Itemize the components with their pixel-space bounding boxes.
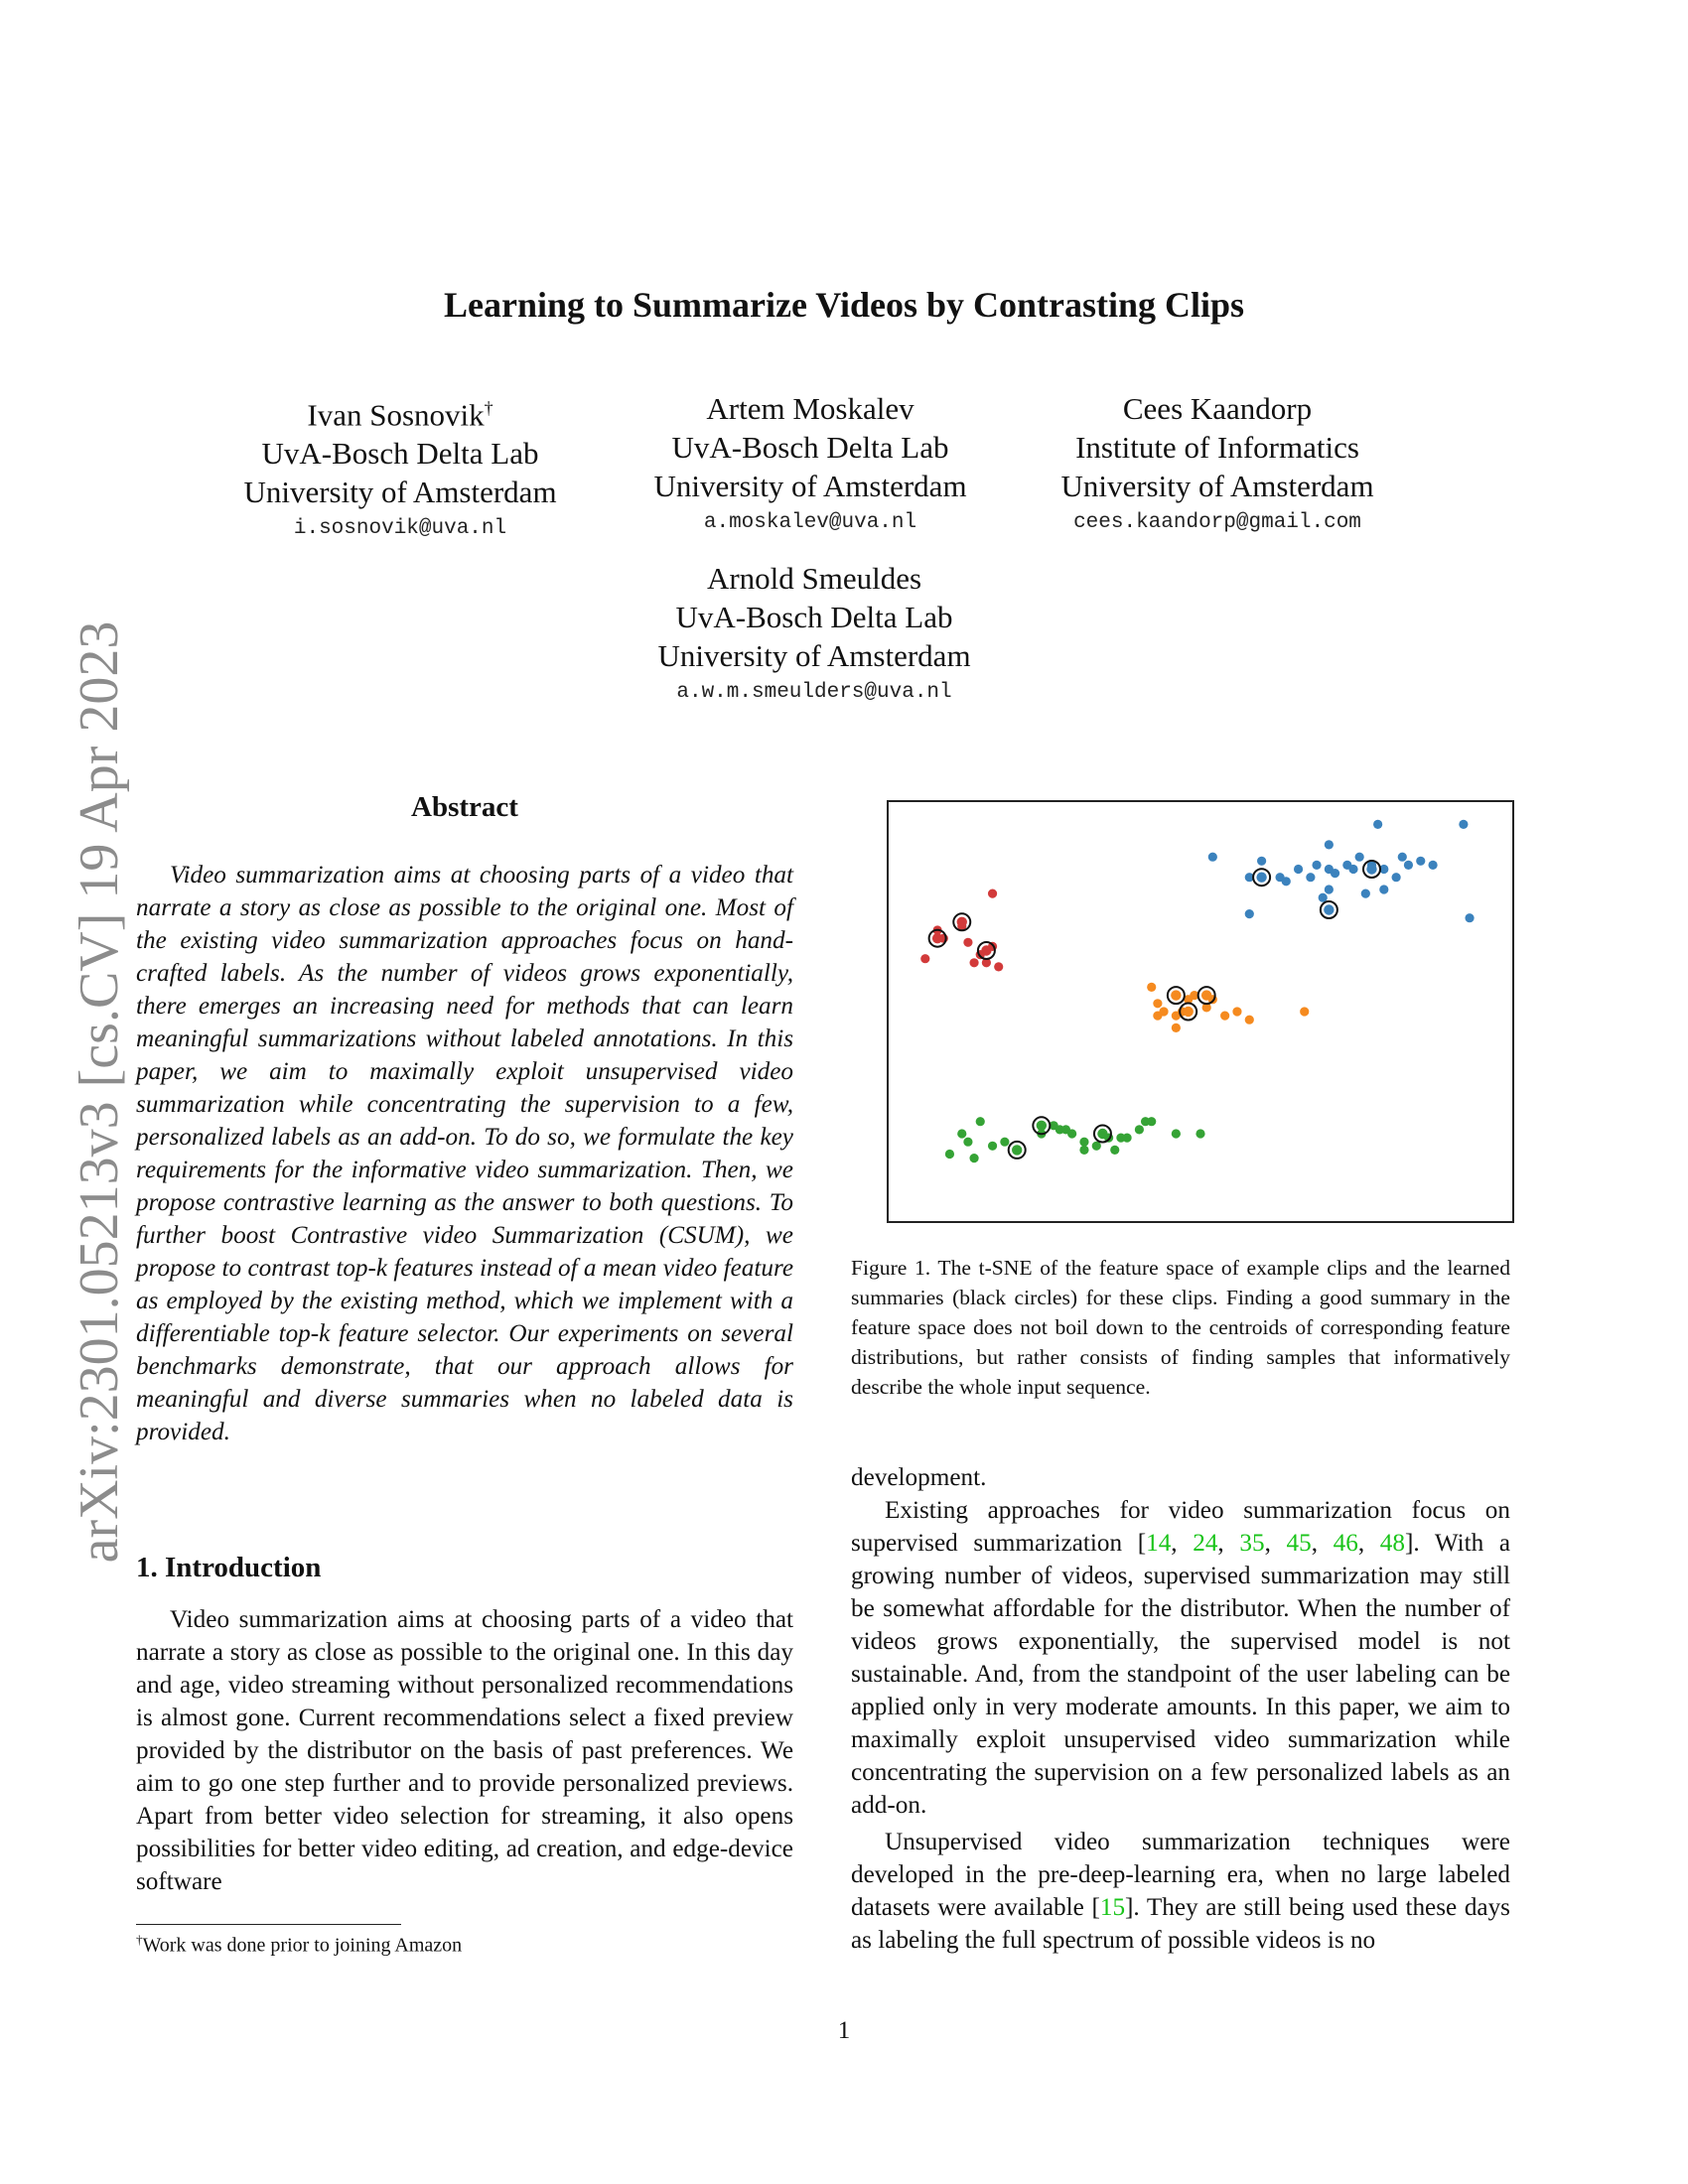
scatter-point-blue bbox=[1348, 865, 1357, 874]
scatter-point-blue bbox=[1392, 873, 1401, 882]
summary-point-green bbox=[1037, 1121, 1047, 1131]
footnote-text: Work was done prior to joining Amazon bbox=[142, 1934, 463, 1957]
scatter-point-blue bbox=[1459, 820, 1468, 829]
scatter-series-blue bbox=[1208, 820, 1475, 923]
summary-point-orange bbox=[1201, 990, 1211, 1000]
scatter-point-blue bbox=[1257, 857, 1266, 866]
scatter-point-orange bbox=[1232, 1007, 1241, 1016]
citation-link[interactable]: 15 bbox=[1099, 1894, 1126, 1921]
summary-point-blue bbox=[1324, 904, 1334, 914]
footnote-mark: † bbox=[136, 1932, 143, 1947]
author-email[interactable]: a.moskalev@uva.nl bbox=[703, 511, 917, 534]
scatter-point-green bbox=[1172, 1129, 1181, 1138]
scatter-point-blue bbox=[1355, 853, 1364, 862]
intro-paragraph: Video summarization aims at choosing parts of a video that narrate a story as close as possible to the original one. In this day and age, video streaming without personalized recommendations is almost gone. Current recommendations select a fixed preview provided by the distributor on the basis of past preferences. We aim to go one step further and to provide personalized previews. Apart from better video selection for streaming, it also opens possibilities for better video editing, ad creation, and edge-device software bbox=[136, 1606, 793, 1895]
scatter-point-green bbox=[957, 1129, 966, 1138]
text-run: Unsupervised video summarization techniques were developed in the pre-deep-learning era, when no large labeled datasets were available [ bbox=[851, 1829, 1510, 1921]
scatter-point-green bbox=[1122, 1134, 1131, 1143]
scatter-point-orange bbox=[1153, 999, 1162, 1008]
introduction-body bbox=[136, 1603, 793, 1898]
arxiv-identifier-stamp: arXiv:2301.05213v3 [cs.CV] 19 Apr 2023 bbox=[69, 620, 130, 1564]
scatter-point-blue bbox=[1294, 865, 1303, 874]
scatter-point-blue bbox=[1282, 877, 1291, 886]
scatter-point-green bbox=[963, 1138, 972, 1147]
citation-link[interactable]: 35 bbox=[1239, 1530, 1265, 1557]
scatter-point-blue bbox=[1319, 893, 1328, 902]
scatter-point-green bbox=[976, 1117, 985, 1126]
author-name: Arnold Smeuldes bbox=[706, 561, 922, 596]
citation-link[interactable]: 46 bbox=[1333, 1530, 1358, 1557]
paper-title: Learning to Summarize Videos by Contrasting Clips bbox=[443, 285, 1245, 325]
citation-link[interactable]: 14 bbox=[1146, 1530, 1172, 1557]
continued-text: development. bbox=[851, 1464, 987, 1491]
summary-point-blue bbox=[1366, 864, 1376, 874]
scatter-point-red bbox=[920, 954, 929, 963]
scatter-point-green bbox=[969, 1154, 978, 1162]
author-email[interactable]: cees.kaandorp@gmail.com bbox=[1073, 511, 1361, 534]
scatter-point-blue bbox=[1325, 840, 1334, 849]
scatter-point-blue bbox=[1325, 885, 1334, 893]
author-block-3 bbox=[1009, 389, 1426, 541]
scatter-point-orange bbox=[1245, 1016, 1254, 1024]
scatter-point-blue bbox=[1398, 853, 1407, 862]
paragraph-unsupervised bbox=[851, 1826, 1510, 1957]
scatter-point-green bbox=[1067, 1129, 1076, 1138]
summary-point-green bbox=[1097, 1129, 1107, 1139]
author-name: Cees Kaandorp bbox=[1122, 391, 1313, 426]
scatter-point-blue bbox=[1312, 861, 1321, 870]
scatter-point-green bbox=[1079, 1138, 1088, 1147]
summary-point-red bbox=[981, 945, 991, 955]
page-number: 1 bbox=[837, 2017, 851, 2044]
right-column-text bbox=[851, 1461, 1510, 1957]
tsne-scatter-svg bbox=[889, 802, 1512, 1221]
scatter-point-orange bbox=[1153, 1012, 1162, 1021]
footnote bbox=[136, 1932, 462, 1958]
citation-link[interactable]: 48 bbox=[1379, 1530, 1405, 1557]
scatter-point-green bbox=[1000, 1138, 1009, 1147]
author-name: Ivan Sosnovik bbox=[307, 397, 485, 433]
figure-1-tsne-plot bbox=[887, 800, 1514, 1223]
summary-point-blue bbox=[1256, 873, 1266, 883]
scatter-point-green bbox=[1196, 1129, 1204, 1138]
scatter-point-red bbox=[963, 938, 972, 947]
scatter-point-blue bbox=[1306, 873, 1315, 882]
author-university: University of Amsterdam bbox=[243, 475, 557, 510]
scatter-point-green bbox=[1079, 1146, 1088, 1155]
citation-link[interactable]: 24 bbox=[1193, 1530, 1218, 1557]
scatter-point-blue bbox=[1331, 869, 1339, 878]
scatter-point-blue bbox=[1428, 861, 1437, 870]
scatter-point-blue bbox=[1361, 889, 1370, 898]
scatter-point-orange bbox=[1172, 1024, 1181, 1032]
introduction-heading: 1. Introduction bbox=[136, 1552, 322, 1583]
scatter-point-green bbox=[945, 1150, 954, 1159]
footnote-rule bbox=[136, 1924, 401, 1925]
summary-point-orange bbox=[1183, 1007, 1193, 1017]
scatter-point-red bbox=[994, 962, 1003, 971]
author-email[interactable]: a.w.m.smeulders@uva.nl bbox=[676, 681, 952, 704]
summary-point-orange bbox=[1171, 990, 1181, 1000]
summary-point-red bbox=[932, 933, 942, 943]
scatter-point-blue bbox=[1404, 861, 1413, 870]
scatter-point-orange bbox=[1220, 1012, 1229, 1021]
author-affiliation: UvA-Bosch Delta Lab bbox=[671, 430, 949, 465]
author-affiliation: UvA-Bosch Delta Lab bbox=[675, 600, 953, 634]
author-university: University of Amsterdam bbox=[1060, 469, 1374, 503]
author-block-2 bbox=[602, 389, 1019, 541]
author-block-4 bbox=[606, 559, 1023, 711]
scatter-point-blue bbox=[1465, 913, 1474, 922]
text-run: ]. With a growing number of videos, supervised summarization may still be somewhat affordable for the distributor. When the number of videos grows exponentially, the supervised model is not sustainable. And, from the standpoint of the user labeling can be applied only in very moderate amounts. In this paper, we aim to maximally exploit unsupervised video summarization while concentrating the supervision on a few personalized labels as an add-on. bbox=[851, 1530, 1511, 1819]
scatter-point-green bbox=[1147, 1117, 1156, 1126]
scatter-point-green bbox=[988, 1142, 997, 1151]
text-run: ]. They are still being used these days as labeling the full spectrum of possible videos is no bbox=[851, 1894, 1510, 1954]
author-block-1 bbox=[192, 389, 609, 547]
scatter-point-orange bbox=[1147, 983, 1156, 992]
scatter-point-blue bbox=[1416, 857, 1425, 866]
scatter-series-green bbox=[945, 1117, 1205, 1162]
scatter-point-green bbox=[1110, 1146, 1119, 1155]
scatter-point-green bbox=[1092, 1142, 1101, 1151]
abstract-body bbox=[136, 859, 793, 1448]
scatter-point-blue bbox=[1379, 885, 1388, 893]
author-affiliation: Institute of Informatics bbox=[1075, 430, 1359, 465]
author-email[interactable]: i.sosnovik@uva.nl bbox=[293, 517, 507, 541]
author-affiliation: UvA-Bosch Delta Lab bbox=[261, 436, 539, 472]
scatter-point-blue bbox=[1373, 820, 1382, 829]
abstract-heading: Abstract bbox=[411, 791, 518, 823]
author-university: University of Amsterdam bbox=[657, 638, 971, 673]
scatter-series-orange bbox=[1147, 983, 1309, 1032]
scatter-point-blue bbox=[1208, 853, 1217, 862]
author-university: University of Amsterdam bbox=[653, 469, 967, 503]
abstract-text: Video summarization aims at choosing parts of a video that narrate a story as close as possible to the original one. Most of the existing video summarization approaches focus on hand-crafted labels. As the number of videos grows exponentially, there emerges an increasing need for methods that can learn meaningful summarizations without labeled annotations. In this paper, we aim to maximally exploit unsupervised video summarization while concentrating the supervision to a few, personalized labels as an add-on. To do so, we formulate the key requirements for the informative video summarization. Then, we propose contrastive learning as the answer to both questions. To further boost Contrastive video Summarization (CSUM), we propose to contrast top-k features instead of a mean video feature as employed by the existing method, which we implement with a differentiable top-k feature selector. Our experiments on several benchmarks demonstrate, that our approach allows for meaningful and diverse summaries when no labeled data is provided. bbox=[136, 862, 793, 1445]
author-footnote-mark: † bbox=[484, 398, 493, 418]
summary-point-red bbox=[957, 917, 967, 927]
scatter-point-green bbox=[1135, 1125, 1144, 1134]
scatter-point-blue bbox=[1245, 909, 1254, 918]
author-name: Artem Moskalev bbox=[706, 391, 914, 426]
scatter-point-orange bbox=[1300, 1007, 1309, 1016]
scatter-point-red bbox=[969, 958, 978, 967]
summary-point-green bbox=[1012, 1145, 1022, 1155]
text-run: Existing approaches for video summarization focus on supervised summarization [ bbox=[851, 1497, 1510, 1557]
paragraph-existing-approaches: Existing approaches for video summarization focus on supervised summarization [14, 24, 35, 45, 46, 48]. With a growing number of videos, supervised summarization may still be somewhat affordable for the distributor. When the number of videos grows exponentially, the supervised model is not sustainable. And, from the standpoint of the user labeling can be applied only in very moderate amounts. In this paper, we aim to maximally exploit unsupervised video summarization while concentrating the supervision on a few personalized labels as an add-on. bbox=[851, 1497, 1511, 1819]
scatter-point-red bbox=[988, 889, 997, 898]
citation-link[interactable]: 45 bbox=[1286, 1530, 1312, 1557]
figure-1-caption: Figure 1. The t-SNE of the feature space of example clips and the learned summaries (black circles) for these clips. Finding a good summary in the feature space does not boil down to the centroids of corresponding feature distributions, but rather consists of finding samples that informatively describe the whole input sequence. bbox=[851, 1256, 1510, 1399]
